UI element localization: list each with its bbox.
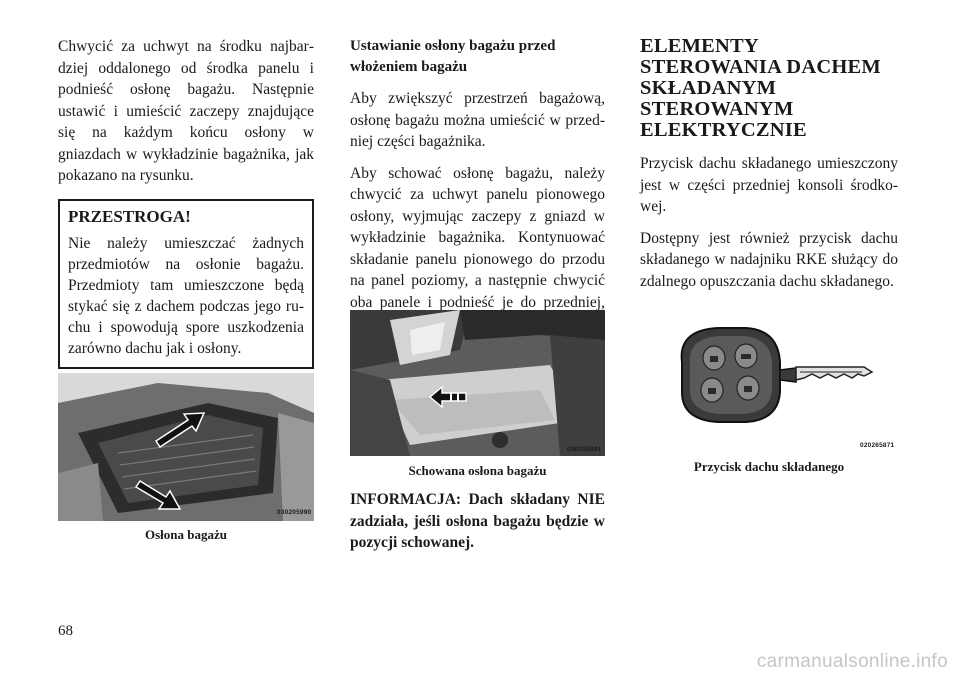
stowed-cover-photo (350, 310, 605, 456)
title-line: SKŁADANYM (640, 77, 777, 99)
trunk-cover-illustration (58, 373, 314, 521)
key-fob-drawing (668, 322, 898, 452)
paragraph: Przycisk dachu składanego umieszczony jest w części przedniej konsoli środkowej. (640, 155, 898, 215)
paragraph: Aby zwiększyć przestrzeń bagażową, osłonę bagażu można umieścić w przedniej części bagażnika. (350, 90, 605, 150)
section-subheading: Ustawianie osłony bagażu przed włożeniem bagażu (350, 38, 556, 75)
intro-paragraph: Chwycić za uchwyt na środku najbardziej oddalonego od środka panelu i podnieść osłonę bagażu. Następnie ustawić i umieścić zaczepy znajdujące się na każdym końcu osłony w gniazdach w wykładzinie bagażnika, jak pokazano na rysunku. (58, 38, 314, 184)
title-line: STEROWANYM (640, 98, 794, 120)
figure-code: 030205990 (277, 509, 312, 516)
page-number: 68 (58, 623, 73, 639)
figure-caption: Osłona bagażu (145, 527, 227, 542)
figure-code: 030205991 (567, 446, 602, 453)
section-title (640, 36, 898, 141)
caution-title: PRZESTROGA! (68, 206, 191, 226)
caution-text: Nie należy umieszczać żadnych przedmiotów na osłonie bagażu. Przedmioty tam umieszczone będą stykać się z dachem podczas jego ruchu i spowodują spore uszkodzenia zarówno dachu jak i osłony. (68, 234, 304, 357)
title-line: ELEMENTY (640, 35, 759, 57)
figure-code: 020265871 (860, 442, 895, 449)
key-fob-icon (682, 328, 872, 422)
title-line: STEROWANIA DACHEM (640, 56, 881, 78)
figure-caption: Przycisk dachu składanego (693, 459, 845, 474)
paragraph: Aby schować osłonę bagażu, należy chwycić za uchwyt panelu pionowego osłony, wyjmując zaczepy z gniazd w wykładzinie bagażnika. Kontynuować składanie panelu pionowego do przodu na panel poziomy, a następnie chwycić oba panele i podnieść je do przedniej, (350, 164, 605, 311)
key-fob-illustration (668, 322, 898, 452)
caution-box (58, 199, 314, 369)
left-column (58, 36, 314, 369)
watermark: carmanualsonline.info (756, 651, 948, 672)
right-column (640, 36, 898, 302)
title-line: ELEKTRYCZNIE (640, 119, 807, 141)
note-paragraph: INFORMACJA: Dach składany NIE zadziała, jeśli osłona bagażu będzie w pozycji schowanej. (350, 491, 605, 551)
middle-column (350, 36, 605, 345)
paragraph: Dostępny jest również przycisk dachu składanego w nadajniku RKE służący do zdalnego opuszczania dachu składanego. (640, 229, 898, 290)
stowed-cover-illustration (350, 310, 605, 456)
figure-caption: Schowana osłona bagażu (408, 463, 547, 478)
trunk-cover-photo (58, 373, 314, 521)
